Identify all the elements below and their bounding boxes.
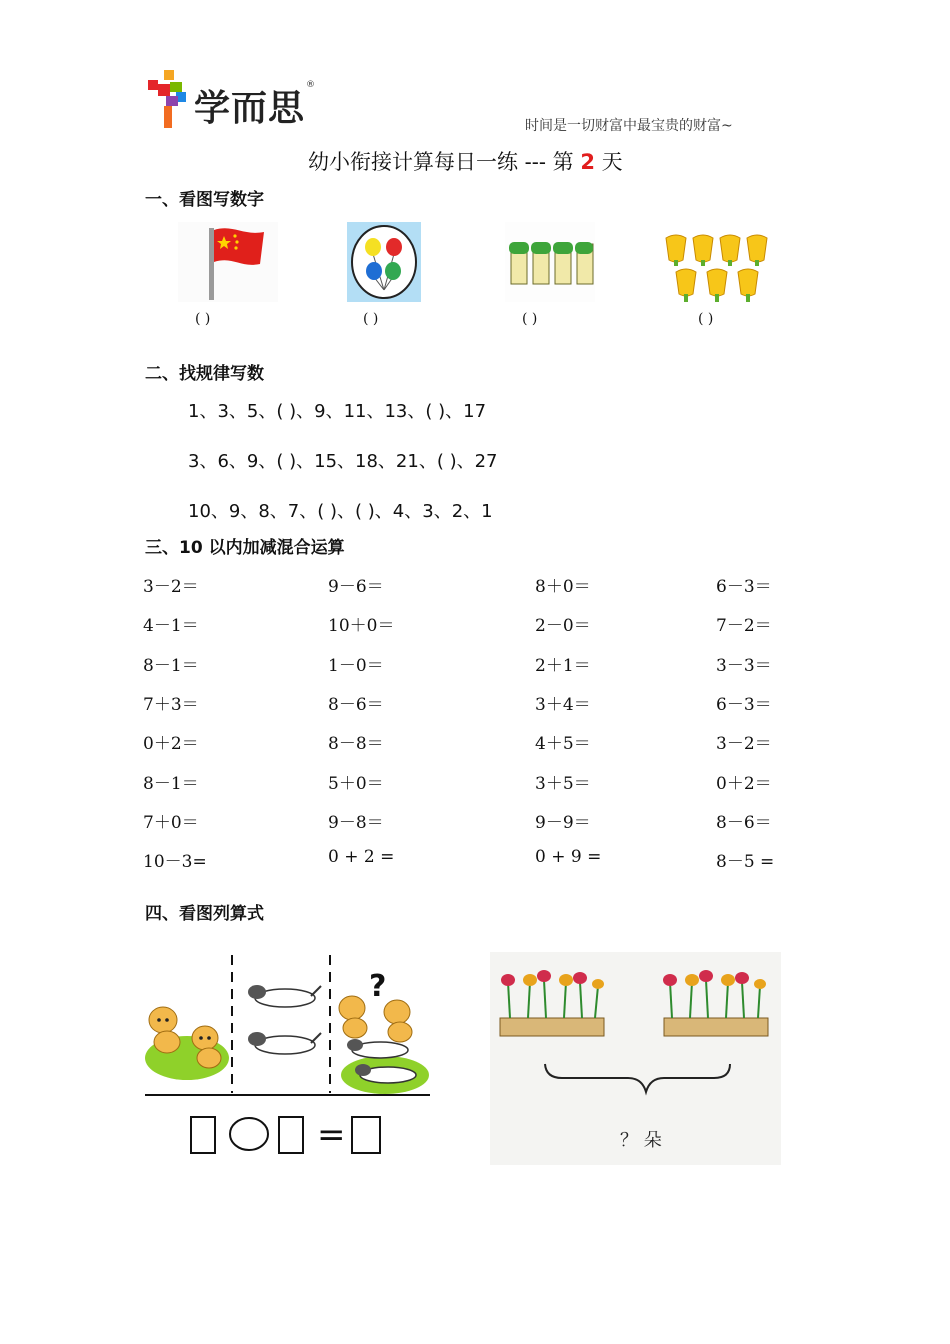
tan-dog-icon — [384, 1000, 412, 1042]
equation-item[interactable]: 4－1＝ — [143, 616, 199, 637]
motto: 时间是一切财富中最宝贵的财富~ — [525, 118, 733, 134]
answer-box[interactable] — [279, 1117, 303, 1153]
logo-mark-icon — [148, 70, 192, 130]
equation-item[interactable]: 0＋2＝ — [143, 734, 199, 755]
section-1-heading: 一、看图写数字 — [145, 190, 264, 210]
equation-item[interactable]: 5＋0＝ — [328, 773, 384, 794]
answer-blank[interactable]: ( ) — [698, 311, 714, 327]
equation-item[interactable]: 10＋0＝ — [328, 616, 395, 637]
equation-item[interactable]: 7－2＝ — [716, 616, 772, 637]
equation-item[interactable]: 2＋1＝ — [535, 655, 591, 676]
equation-item[interactable]: 8－6＝ — [328, 694, 384, 715]
logo — [148, 70, 323, 130]
sequence-row[interactable]: 10、9、8、7、( )、( )、4、3、2、1 — [188, 501, 493, 522]
logo-text: 学而思 — [194, 88, 306, 129]
day-number: 2 — [580, 150, 595, 174]
operator-circle[interactable] — [230, 1118, 268, 1150]
grey-dog-icon — [248, 985, 321, 1007]
dogs-picture — [145, 950, 435, 1160]
answer-blank[interactable]: ( ) — [363, 311, 379, 327]
equation-item[interactable]: 7＋3＝ — [143, 694, 199, 715]
answer-blank[interactable]: ( ) — [195, 311, 211, 327]
equation-item[interactable]: 3＋4＝ — [535, 694, 591, 715]
registered-mark: ® — [306, 80, 315, 90]
page-title: 幼小衔接计算每日一练 --- 第 2 天 — [308, 150, 623, 174]
sequence-row[interactable]: 3、6、9、( )、15、18、21、( )、27 — [188, 451, 498, 472]
section-2-heading: 二、找规律写数 — [145, 364, 264, 384]
answer-blank[interactable]: ( ) — [522, 311, 538, 327]
equation-item[interactable]: 0 + 2 = — [328, 847, 395, 868]
flower-count-caption: ？ 朵 — [620, 1130, 662, 1151]
equation-item[interactable]: 6－3＝ — [716, 694, 772, 715]
equation-item[interactable]: 8－6＝ — [716, 812, 772, 833]
equation-item[interactable]: 8－1＝ — [143, 773, 199, 794]
section-3-heading: 三、10 以内加减混合运算 — [145, 538, 345, 558]
question-mark: ? — [369, 969, 387, 1004]
equation-item[interactable]: 0 + 9 = — [535, 847, 602, 868]
pencils-icon — [505, 222, 595, 302]
balloons-icon — [347, 222, 421, 302]
sequence-row[interactable]: 1、3、5、( )、9、11、13、( )、17 — [188, 401, 487, 422]
tan-dog-icon — [339, 996, 367, 1038]
equation-item[interactable]: 3－2＝ — [716, 734, 772, 755]
equation-item[interactable]: 9－8＝ — [328, 812, 384, 833]
equation-item[interactable]: 3＋5＝ — [535, 773, 591, 794]
answer-box[interactable] — [191, 1117, 215, 1153]
equation-item[interactable]: 9－9＝ — [535, 812, 591, 833]
equation-item[interactable]: 0＋2＝ — [716, 773, 772, 794]
equation-item[interactable]: 10－3= — [143, 852, 207, 873]
equation-item[interactable]: 8－1＝ — [143, 655, 199, 676]
equation-item[interactable]: 8－8＝ — [328, 734, 384, 755]
equation-item[interactable]: 3－3＝ — [716, 655, 772, 676]
equation-item[interactable]: 7＋0＝ — [143, 812, 199, 833]
section-4-heading: 四、看图列算式 — [145, 904, 264, 924]
equation-item[interactable]: 2－0＝ — [535, 616, 591, 637]
grey-dog-icon — [248, 1032, 321, 1054]
flower-boxes-picture — [490, 952, 781, 1165]
equation-item[interactable]: 1－0＝ — [328, 655, 384, 676]
equation-item[interactable]: 4＋5＝ — [535, 734, 591, 755]
flowers-icon — [662, 232, 774, 304]
equation-item[interactable]: 3－2＝ — [143, 577, 199, 597]
equation-item[interactable]: 9－6＝ — [328, 577, 384, 597]
answer-box[interactable] — [352, 1117, 380, 1153]
equation-item[interactable]: 6－3＝ — [716, 577, 772, 597]
equation-item[interactable]: 8＋0＝ — [535, 577, 591, 597]
equation-item[interactable]: 8－5 = — [716, 852, 775, 873]
flag-icon — [178, 222, 278, 302]
equals-sign: = — [317, 1115, 346, 1155]
